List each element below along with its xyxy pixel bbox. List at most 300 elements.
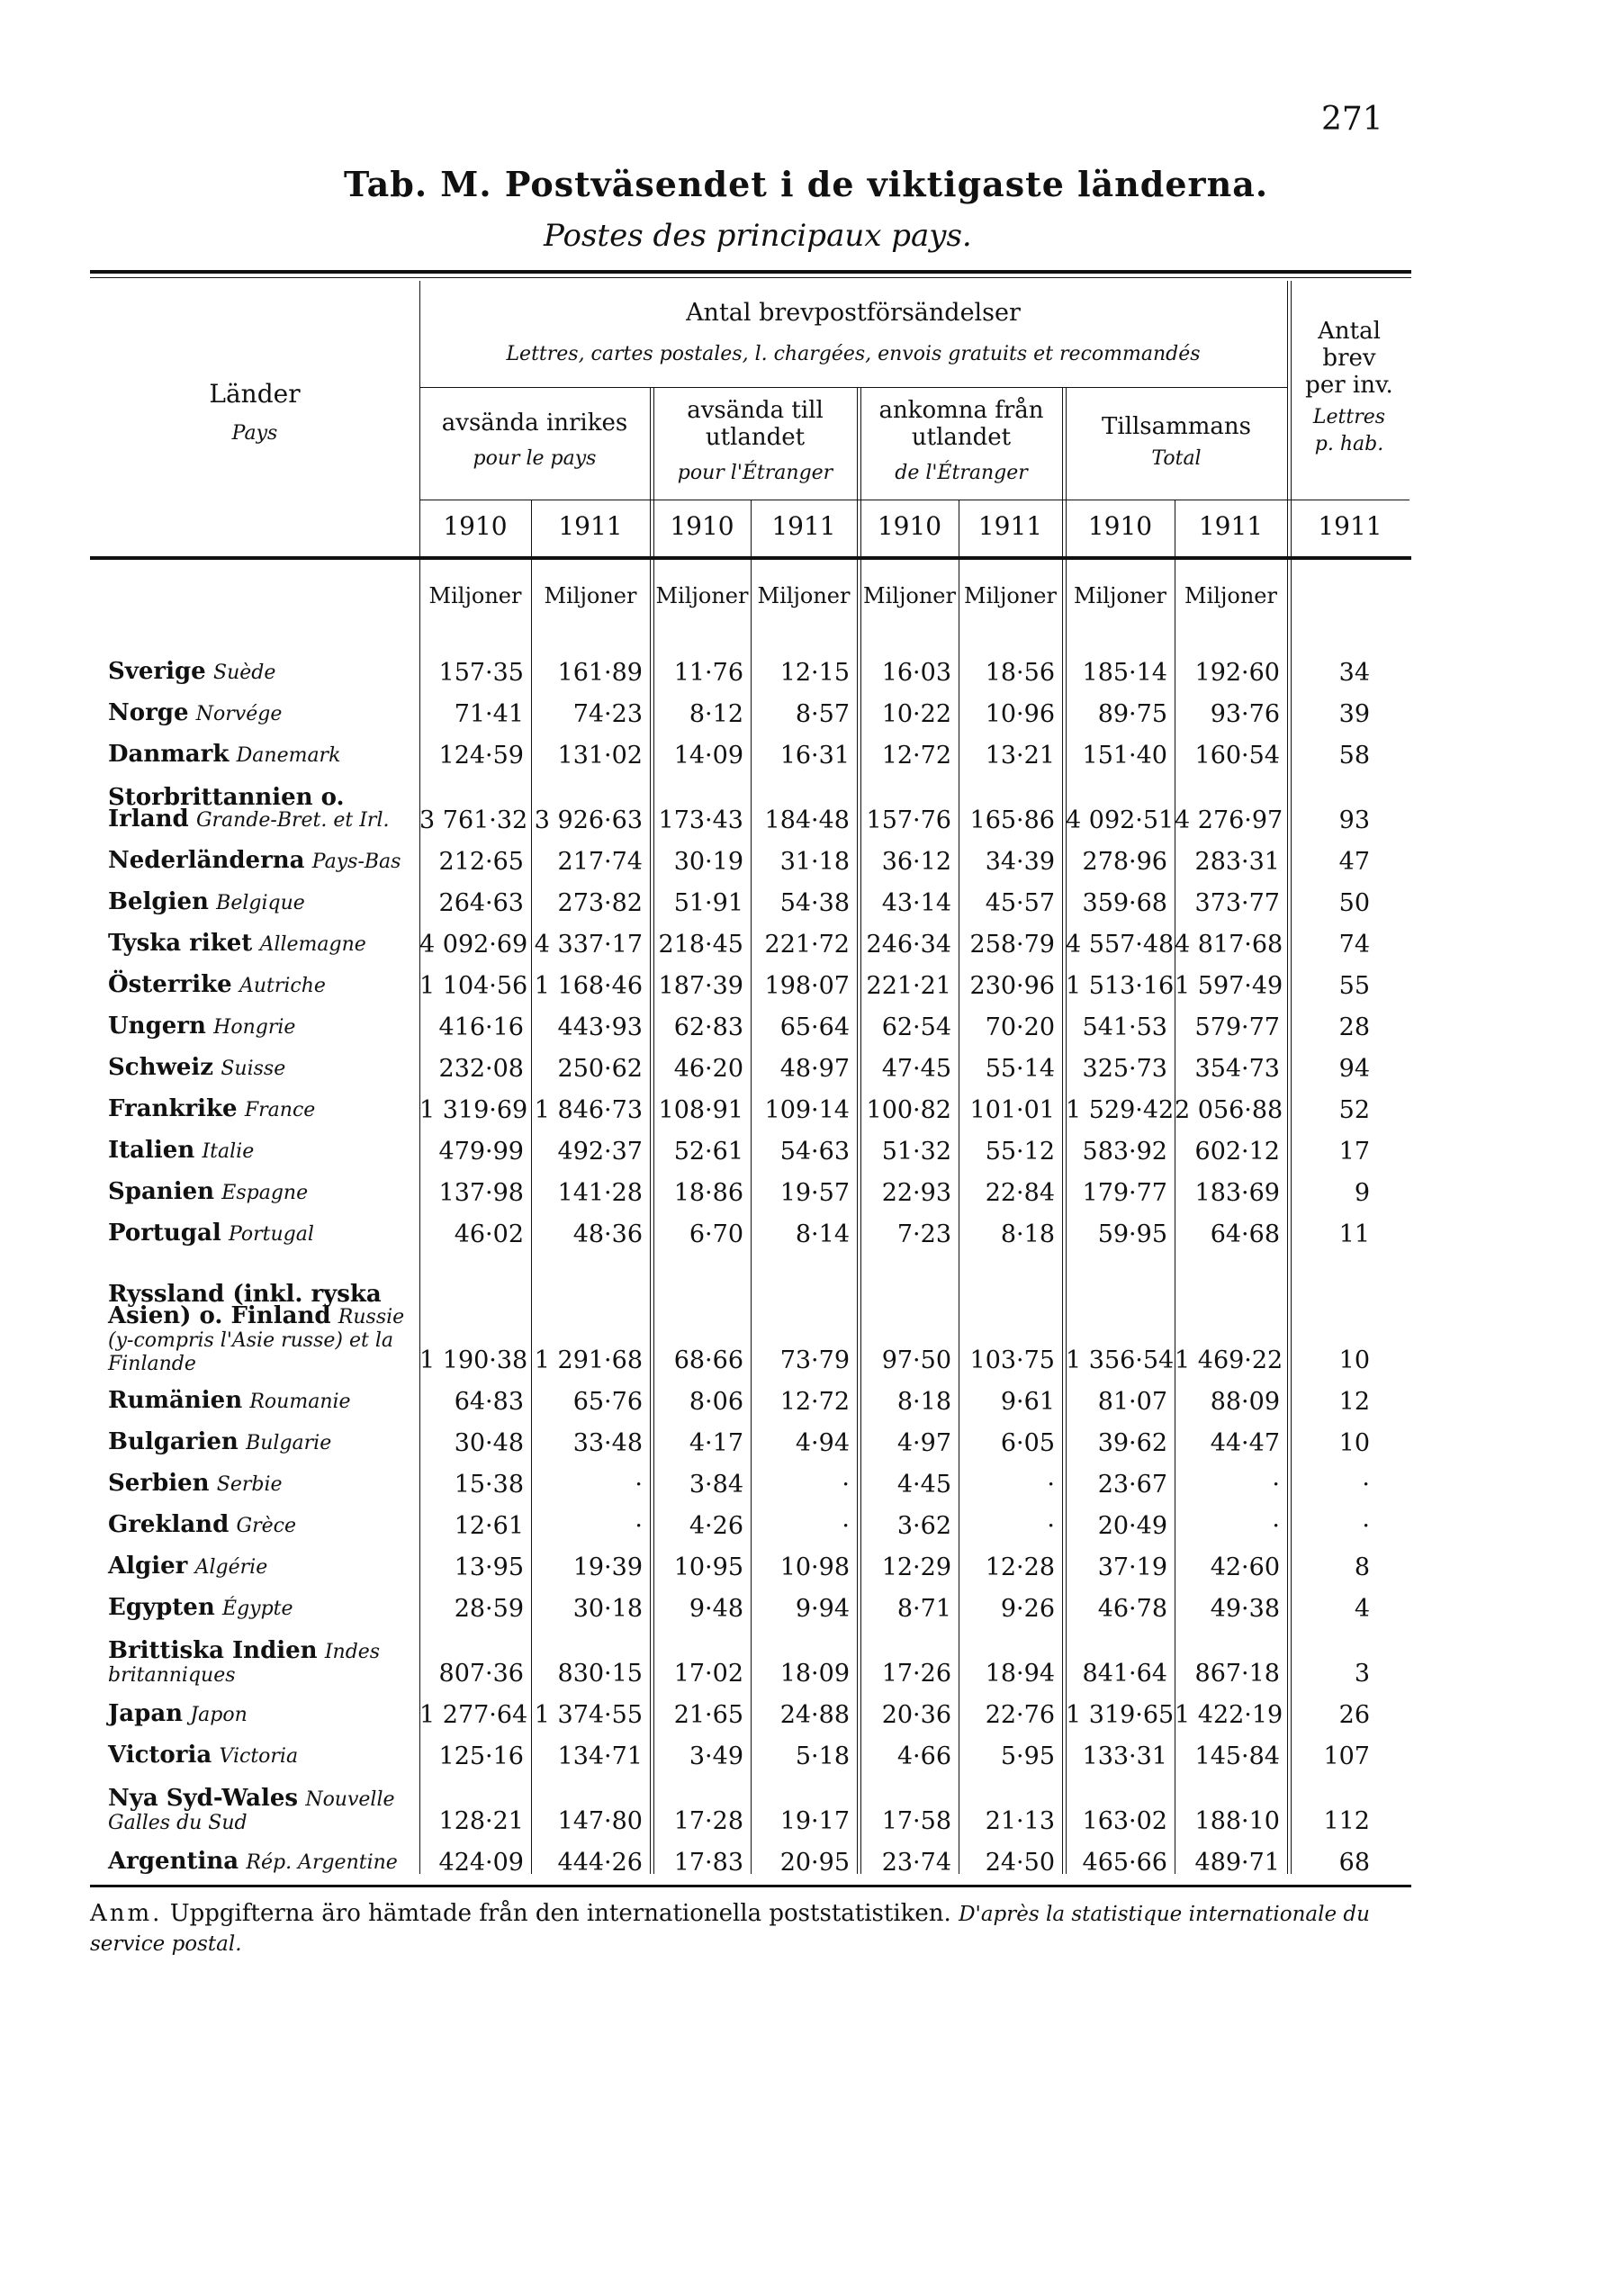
value-cell: 1 374·55 bbox=[534, 1701, 643, 1729]
country-name bbox=[108, 1744, 414, 1768]
country-name bbox=[108, 784, 414, 833]
value-cell: 198·07 bbox=[764, 972, 850, 1000]
value-cell: 278·96 bbox=[1082, 848, 1167, 876]
country-name bbox=[108, 699, 414, 726]
value-cell: 4 557·48 bbox=[1066, 931, 1175, 959]
country-name-sv: Rumänien bbox=[108, 1387, 243, 1414]
value-cell: 1 319·69 bbox=[419, 1096, 528, 1124]
table-top-rule-thin bbox=[90, 277, 1411, 278]
value-cell: 17·02 bbox=[673, 1660, 743, 1688]
header-col5-sv-1: Antal bbox=[1318, 318, 1381, 345]
value-cell: 62·83 bbox=[673, 1013, 743, 1041]
value-cell: 19·57 bbox=[779, 1179, 850, 1207]
value-cell: 51·32 bbox=[881, 1138, 951, 1166]
value-cell: 24·50 bbox=[985, 1849, 1055, 1877]
country-name-sv: Storbrittannien o. Irland bbox=[108, 784, 345, 833]
country-name bbox=[108, 1787, 414, 1834]
country-name bbox=[108, 1637, 414, 1687]
country-name-sv: Victoria bbox=[108, 1742, 212, 1769]
value-cell: 12·29 bbox=[881, 1553, 951, 1581]
value-cell: 9·48 bbox=[689, 1595, 743, 1623]
value-cell: 489·71 bbox=[1194, 1849, 1280, 1877]
value-cell: 68 bbox=[1338, 1849, 1370, 1877]
value-cell: 22·76 bbox=[985, 1701, 1055, 1729]
value-cell: 4 092·69 bbox=[419, 931, 528, 959]
country-name-fr: Espagne bbox=[221, 1182, 309, 1204]
value-cell: 16·03 bbox=[881, 659, 951, 687]
country-name bbox=[108, 1594, 414, 1621]
value-cell: 36·12 bbox=[881, 848, 951, 876]
country-name-sv: Tyska riket bbox=[108, 930, 253, 957]
value-cell: 58 bbox=[1338, 742, 1370, 770]
country-name-fr: Algérie bbox=[194, 1556, 268, 1579]
country-name-sv: Schweiz bbox=[108, 1054, 214, 1081]
country-name bbox=[108, 1428, 414, 1455]
country-name-fr: Portugal bbox=[228, 1223, 314, 1246]
value-cell: 8·06 bbox=[689, 1388, 743, 1416]
country-name bbox=[108, 888, 414, 915]
value-cell: 26 bbox=[1338, 1701, 1370, 1729]
value-cell: 137·98 bbox=[438, 1179, 524, 1207]
footnote bbox=[90, 1899, 1404, 1958]
value-cell: 21·65 bbox=[673, 1701, 743, 1729]
value-cell: 3 bbox=[1354, 1660, 1370, 1688]
value-cell: 221·21 bbox=[866, 972, 951, 1000]
value-cell: 3·49 bbox=[689, 1742, 743, 1770]
value-cell: 4 092·51 bbox=[1066, 806, 1175, 834]
country-name-sv: Sverige bbox=[108, 658, 206, 685]
value-cell: 45·57 bbox=[985, 889, 1055, 917]
country-name-sv: Italien bbox=[108, 1137, 195, 1164]
value-cell: 100·82 bbox=[866, 1096, 951, 1124]
value-cell: 579·77 bbox=[1194, 1013, 1280, 1041]
value-cell: 39·62 bbox=[1097, 1429, 1167, 1457]
value-cell: 1 597·49 bbox=[1175, 972, 1283, 1000]
value-cell: 9·26 bbox=[1000, 1595, 1055, 1623]
value-cell: 23·74 bbox=[881, 1849, 951, 1877]
value-cell: 1 104·56 bbox=[419, 972, 528, 1000]
value-cell: 17·28 bbox=[673, 1807, 743, 1835]
value-cell: 93·76 bbox=[1210, 700, 1280, 728]
value-cell: 183·69 bbox=[1194, 1179, 1280, 1207]
header-col4-sv: Tillsammans bbox=[1101, 413, 1252, 440]
value-cell: 20·49 bbox=[1097, 1512, 1167, 1540]
value-cell: 52 bbox=[1338, 1096, 1370, 1124]
country-name-sv: Argentina bbox=[108, 1848, 239, 1875]
year-label: 1911 bbox=[1318, 511, 1382, 541]
value-cell: 12·61 bbox=[454, 1512, 524, 1540]
value-cell: 11 bbox=[1338, 1220, 1370, 1248]
country-name-fr: Norvége bbox=[195, 703, 283, 725]
header-col5-fr-2: p. hab. bbox=[1314, 433, 1384, 455]
year-label: 1911 bbox=[1198, 511, 1264, 541]
country-name-fr: Rép. Argentine bbox=[246, 1851, 398, 1874]
value-cell: 19·17 bbox=[779, 1807, 850, 1835]
value-cell: 28 bbox=[1338, 1013, 1370, 1041]
country-name bbox=[108, 1850, 414, 1874]
country-name-fr: Autriche bbox=[239, 975, 326, 997]
value-cell: 46·78 bbox=[1097, 1595, 1167, 1623]
value-cell: 101·01 bbox=[969, 1096, 1055, 1124]
table-top-rule bbox=[90, 270, 1411, 274]
value-cell: 250·62 bbox=[557, 1055, 643, 1083]
value-cell: 71·41 bbox=[454, 700, 524, 728]
header-col1-fr: pour le pays bbox=[473, 447, 597, 470]
col-divider bbox=[1287, 281, 1288, 1874]
country-name-sv: Nederländerna bbox=[108, 847, 305, 874]
value-cell: 5·95 bbox=[1000, 1742, 1055, 1770]
value-cell: 1 529·42 bbox=[1066, 1096, 1175, 1124]
header-col2-fr: pour l'Étranger bbox=[677, 462, 833, 484]
country-name-fr: Pays-Bas bbox=[311, 851, 401, 873]
value-cell: 163·02 bbox=[1082, 1807, 1167, 1835]
value-cell: 3 761·32 bbox=[419, 806, 528, 834]
value-cell: 9·94 bbox=[795, 1595, 850, 1623]
year-label: 1910 bbox=[877, 511, 942, 541]
value-cell: 12·28 bbox=[985, 1553, 1055, 1581]
value-cell: 3 926·63 bbox=[534, 806, 643, 834]
country-name-sv: Algier bbox=[108, 1553, 188, 1580]
value-cell: 8·12 bbox=[689, 700, 743, 728]
country-name-sv: Japan bbox=[108, 1700, 184, 1727]
unit-label: Miljoner bbox=[1184, 583, 1277, 608]
table-bottom-rule bbox=[90, 1885, 1411, 1887]
value-cell: 74 bbox=[1338, 931, 1370, 959]
country-name bbox=[108, 1054, 414, 1081]
value-cell: 42·60 bbox=[1210, 1553, 1280, 1581]
value-cell: 444·26 bbox=[557, 1849, 643, 1877]
value-cell: 4 bbox=[1354, 1595, 1370, 1623]
value-cell: 583·92 bbox=[1082, 1138, 1167, 1166]
country-name-fr: Belgique bbox=[216, 892, 305, 914]
header-col5-sv-3: per inv. bbox=[1305, 372, 1393, 399]
country-name-fr: France bbox=[244, 1099, 316, 1121]
year-label: 1911 bbox=[977, 511, 1043, 541]
value-cell: 34 bbox=[1338, 659, 1370, 687]
value-cell: · bbox=[1362, 1471, 1370, 1499]
country-name-fr: Danemark bbox=[236, 744, 341, 767]
unit-label: Miljoner bbox=[544, 583, 637, 608]
value-cell: 1 846·73 bbox=[534, 1096, 643, 1124]
value-cell: 31·18 bbox=[779, 848, 850, 876]
footnote-fr: D'après la statistique internationale du service postal. bbox=[90, 1903, 1370, 1956]
country-name bbox=[108, 1472, 414, 1496]
country-name bbox=[108, 1095, 414, 1122]
value-cell: 8·14 bbox=[795, 1220, 850, 1248]
value-cell: 359·68 bbox=[1082, 889, 1167, 917]
unit-label: Miljoner bbox=[428, 583, 522, 608]
value-cell: 373·77 bbox=[1194, 889, 1280, 917]
value-cell: 54·38 bbox=[779, 889, 850, 917]
value-cell: 13·95 bbox=[454, 1553, 524, 1581]
value-cell: 184·48 bbox=[764, 806, 850, 834]
value-cell: 109·14 bbox=[764, 1096, 850, 1124]
header-group-rule bbox=[419, 387, 1287, 388]
value-cell: 9 bbox=[1354, 1179, 1370, 1207]
value-cell: 416·16 bbox=[438, 1013, 524, 1041]
value-cell: 283·31 bbox=[1194, 848, 1280, 876]
unit-label: Miljoner bbox=[757, 583, 851, 608]
header-col4-fr: Total bbox=[1151, 447, 1202, 470]
header-col2-sv-2: utlandet bbox=[705, 424, 806, 451]
country-name-sv: Belgien bbox=[108, 888, 209, 915]
value-cell: 3·84 bbox=[689, 1471, 743, 1499]
value-cell: 65·76 bbox=[572, 1388, 643, 1416]
value-cell: 1 168·46 bbox=[534, 972, 643, 1000]
value-cell: 188·10 bbox=[1194, 1807, 1280, 1835]
value-cell: 44·47 bbox=[1210, 1429, 1280, 1457]
country-name-fr: Égypte bbox=[222, 1598, 293, 1620]
value-cell: 145·84 bbox=[1194, 1742, 1280, 1770]
value-cell: 12·15 bbox=[779, 659, 850, 687]
value-cell: 68·66 bbox=[673, 1346, 743, 1374]
value-cell: 147·80 bbox=[557, 1807, 643, 1835]
value-cell: 55·14 bbox=[985, 1055, 1055, 1083]
value-cell: 22·93 bbox=[881, 1179, 951, 1207]
year-label: 1911 bbox=[771, 511, 836, 541]
value-cell: · bbox=[1272, 1512, 1280, 1540]
value-cell: 212·65 bbox=[438, 848, 524, 876]
header-col5-fr-1: Lettres bbox=[1312, 406, 1386, 428]
country-name bbox=[108, 1555, 414, 1579]
footnote-sv: Uppgifterna äro hämtade från den internationella poststatistiken. bbox=[169, 1900, 951, 1927]
header-country-sv: Länder bbox=[209, 379, 301, 409]
value-cell: 4·94 bbox=[795, 1429, 850, 1457]
value-cell: 465·66 bbox=[1082, 1849, 1167, 1877]
country-name bbox=[108, 1387, 414, 1414]
value-cell: 541·53 bbox=[1082, 1013, 1167, 1041]
value-cell: 830·15 bbox=[557, 1660, 643, 1688]
value-cell: 19·39 bbox=[572, 1553, 643, 1581]
country-name-sv: Bulgarien bbox=[108, 1428, 239, 1455]
value-cell: 30·18 bbox=[572, 1595, 643, 1623]
value-cell: 1 513·16 bbox=[1066, 972, 1175, 1000]
country-name bbox=[108, 1015, 414, 1039]
header-group-fr: Lettres, cartes postales, l. chargées, envois gratuits et recommandés bbox=[506, 343, 1201, 365]
value-cell: 141·28 bbox=[557, 1179, 643, 1207]
value-cell: 108·91 bbox=[658, 1096, 743, 1124]
value-cell: 70·20 bbox=[985, 1013, 1055, 1041]
value-cell: 17 bbox=[1338, 1138, 1370, 1166]
value-cell: 8·18 bbox=[896, 1388, 951, 1416]
value-cell: 232·08 bbox=[438, 1055, 524, 1083]
value-cell: 22·84 bbox=[985, 1179, 1055, 1207]
value-cell: 12·72 bbox=[779, 1388, 850, 1416]
country-name-sv: Brittiska Indien bbox=[108, 1637, 318, 1664]
value-cell: 7·23 bbox=[896, 1220, 951, 1248]
value-cell: 10 bbox=[1338, 1346, 1370, 1374]
value-cell: 1 277·64 bbox=[419, 1701, 528, 1729]
value-cell: 161·89 bbox=[557, 659, 643, 687]
value-cell: 15·38 bbox=[454, 1471, 524, 1499]
country-name-sv: Serbien bbox=[108, 1470, 210, 1497]
country-name-sv: Portugal bbox=[108, 1220, 221, 1247]
value-cell: 51·91 bbox=[673, 889, 743, 917]
value-cell: 10·96 bbox=[985, 700, 1055, 728]
header-col1-sv: avsända inrikes bbox=[441, 410, 628, 437]
value-cell: 1 469·22 bbox=[1175, 1346, 1283, 1374]
value-cell: 54·63 bbox=[779, 1138, 850, 1166]
value-cell: 94 bbox=[1338, 1055, 1370, 1083]
value-cell: 325·73 bbox=[1082, 1055, 1167, 1083]
value-cell: 221·72 bbox=[764, 931, 850, 959]
col-divider bbox=[650, 387, 651, 1874]
page-number: 271 bbox=[1321, 101, 1383, 138]
value-cell: 34·39 bbox=[985, 848, 1055, 876]
value-cell: 37·19 bbox=[1097, 1553, 1167, 1581]
header-col2-sv-1: avsända till bbox=[687, 397, 824, 424]
value-cell: 64·68 bbox=[1210, 1220, 1280, 1248]
country-name-fr: Grèce bbox=[236, 1515, 296, 1537]
value-cell: 10·95 bbox=[673, 1553, 743, 1581]
value-cell: 23·67 bbox=[1097, 1471, 1167, 1499]
value-cell: 65·64 bbox=[779, 1013, 850, 1041]
value-cell: 48·36 bbox=[572, 1220, 643, 1248]
unit-label: Miljoner bbox=[655, 583, 749, 608]
value-cell: 165·86 bbox=[969, 806, 1055, 834]
value-cell: 264·63 bbox=[438, 889, 524, 917]
value-cell: 424·09 bbox=[438, 1849, 524, 1877]
value-cell: 8·18 bbox=[1000, 1220, 1055, 1248]
value-cell: 24·88 bbox=[779, 1701, 850, 1729]
page-title: Tab. M. Postväsendet i de viktigaste länderna. bbox=[344, 164, 1269, 204]
value-cell: 28·59 bbox=[454, 1595, 524, 1623]
country-name bbox=[108, 658, 414, 685]
country-name-sv: Ungern bbox=[108, 1013, 206, 1040]
col-divider bbox=[1066, 387, 1067, 1874]
header-col3-fr: de l'Étranger bbox=[895, 462, 1028, 484]
value-cell: 6·05 bbox=[1000, 1429, 1055, 1457]
value-cell: 1 319·65 bbox=[1066, 1701, 1175, 1729]
value-cell: · bbox=[1272, 1471, 1280, 1499]
footnote-label: Anm. bbox=[90, 1900, 163, 1927]
value-cell: 12·72 bbox=[881, 742, 951, 770]
country-name-sv: Spanien bbox=[108, 1178, 215, 1205]
value-cell: 97·50 bbox=[881, 1346, 951, 1374]
col-divider bbox=[1062, 387, 1063, 1874]
value-cell: 46·20 bbox=[673, 1055, 743, 1083]
header-group-sv: Antal brevpostförsändelser bbox=[686, 299, 1021, 327]
value-cell: 443·93 bbox=[557, 1013, 643, 1041]
value-cell: 867·18 bbox=[1194, 1660, 1280, 1688]
country-name-sv: Frankrike bbox=[108, 1095, 238, 1122]
country-name bbox=[108, 1283, 414, 1375]
value-cell: 8·57 bbox=[795, 700, 850, 728]
page-subtitle: Postes des principaux pays. bbox=[544, 218, 972, 254]
value-cell: 128·21 bbox=[438, 1807, 524, 1835]
value-cell: 173·43 bbox=[658, 806, 743, 834]
value-cell: 218·45 bbox=[658, 931, 743, 959]
country-name-fr: Victoria bbox=[219, 1745, 299, 1768]
country-name-sv: Österrike bbox=[108, 971, 232, 998]
value-cell: 185·14 bbox=[1082, 659, 1167, 687]
country-name-fr: Allemagne bbox=[259, 933, 366, 956]
value-cell: 479·99 bbox=[438, 1138, 524, 1166]
value-cell: 12 bbox=[1338, 1388, 1370, 1416]
year-label: 1911 bbox=[558, 511, 623, 541]
value-cell: 8 bbox=[1354, 1553, 1370, 1581]
value-cell: 258·79 bbox=[969, 931, 1055, 959]
value-cell: 21·13 bbox=[985, 1807, 1055, 1835]
value-cell: 4 276·97 bbox=[1175, 806, 1283, 834]
unit-label: Miljoner bbox=[863, 583, 956, 608]
value-cell: 74·23 bbox=[572, 700, 643, 728]
value-cell: · bbox=[842, 1471, 850, 1499]
value-cell: 43·14 bbox=[881, 889, 951, 917]
value-cell: 217·74 bbox=[557, 848, 643, 876]
value-cell: 131·02 bbox=[557, 742, 643, 770]
value-cell: 89·75 bbox=[1097, 700, 1167, 728]
country-name-fr: Indes britanniques bbox=[108, 1641, 381, 1687]
value-cell: 3·62 bbox=[896, 1512, 951, 1540]
value-cell: 112 bbox=[1323, 1807, 1370, 1835]
value-cell: · bbox=[842, 1512, 850, 1540]
country-name-fr: Hongrie bbox=[213, 1016, 296, 1039]
country-name bbox=[108, 1222, 414, 1246]
value-cell: 187·39 bbox=[658, 972, 743, 1000]
value-cell: 52·61 bbox=[673, 1138, 743, 1166]
value-cell: 157·35 bbox=[438, 659, 524, 687]
col-divider bbox=[653, 387, 654, 1874]
value-cell: 602·12 bbox=[1194, 1138, 1280, 1166]
year-label: 1910 bbox=[1087, 511, 1153, 541]
value-cell: 14·09 bbox=[673, 742, 743, 770]
value-cell: 18·86 bbox=[673, 1179, 743, 1207]
country-name-fr: Serbie bbox=[216, 1473, 283, 1496]
value-cell: 124·59 bbox=[438, 742, 524, 770]
value-cell: 33·48 bbox=[572, 1429, 643, 1457]
value-cell: 807·36 bbox=[438, 1660, 524, 1688]
country-name-fr: Suède bbox=[213, 662, 276, 684]
country-name-sv: Danmark bbox=[108, 741, 230, 768]
header-col3-sv-1: ankomna från bbox=[878, 397, 1044, 424]
value-cell: 1 422·19 bbox=[1175, 1701, 1283, 1729]
value-cell: 17·58 bbox=[881, 1807, 951, 1835]
value-cell: 103·75 bbox=[969, 1346, 1055, 1374]
value-cell: 10·98 bbox=[779, 1553, 850, 1581]
country-name-sv: Egypten bbox=[108, 1594, 215, 1621]
value-cell: 2 056·88 bbox=[1175, 1096, 1283, 1124]
value-cell: 160·54 bbox=[1194, 742, 1280, 770]
value-cell: 157·76 bbox=[866, 806, 951, 834]
unit-label: Miljoner bbox=[1074, 583, 1166, 608]
value-cell: 88·09 bbox=[1210, 1388, 1280, 1416]
country-name-fr: Nouvelle Galles du Sud bbox=[108, 1788, 395, 1834]
value-cell: 5·18 bbox=[795, 1742, 850, 1770]
col-divider bbox=[857, 387, 858, 1874]
country-name bbox=[108, 932, 414, 956]
country-name-fr: Japon bbox=[190, 1704, 248, 1726]
value-cell: 47 bbox=[1338, 848, 1370, 876]
value-cell: 4·17 bbox=[689, 1429, 743, 1457]
value-cell: 4·97 bbox=[896, 1429, 951, 1457]
value-cell: 50 bbox=[1338, 889, 1370, 917]
value-cell: · bbox=[635, 1471, 643, 1499]
value-cell: 64·83 bbox=[454, 1388, 524, 1416]
value-cell: · bbox=[1362, 1512, 1370, 1540]
value-cell: 18·56 bbox=[985, 659, 1055, 687]
value-cell: 9·61 bbox=[1000, 1388, 1055, 1416]
value-cell: 1 190·38 bbox=[419, 1346, 528, 1374]
value-cell: 354·73 bbox=[1194, 1055, 1280, 1083]
unit-label: Miljoner bbox=[964, 583, 1057, 608]
country-name bbox=[108, 1700, 414, 1727]
value-cell: 18·94 bbox=[985, 1660, 1055, 1688]
value-cell: 4·26 bbox=[689, 1512, 743, 1540]
value-cell: 30·19 bbox=[673, 848, 743, 876]
country-name-fr: Bulgarie bbox=[246, 1432, 332, 1454]
header-country-fr: Pays bbox=[231, 422, 278, 445]
